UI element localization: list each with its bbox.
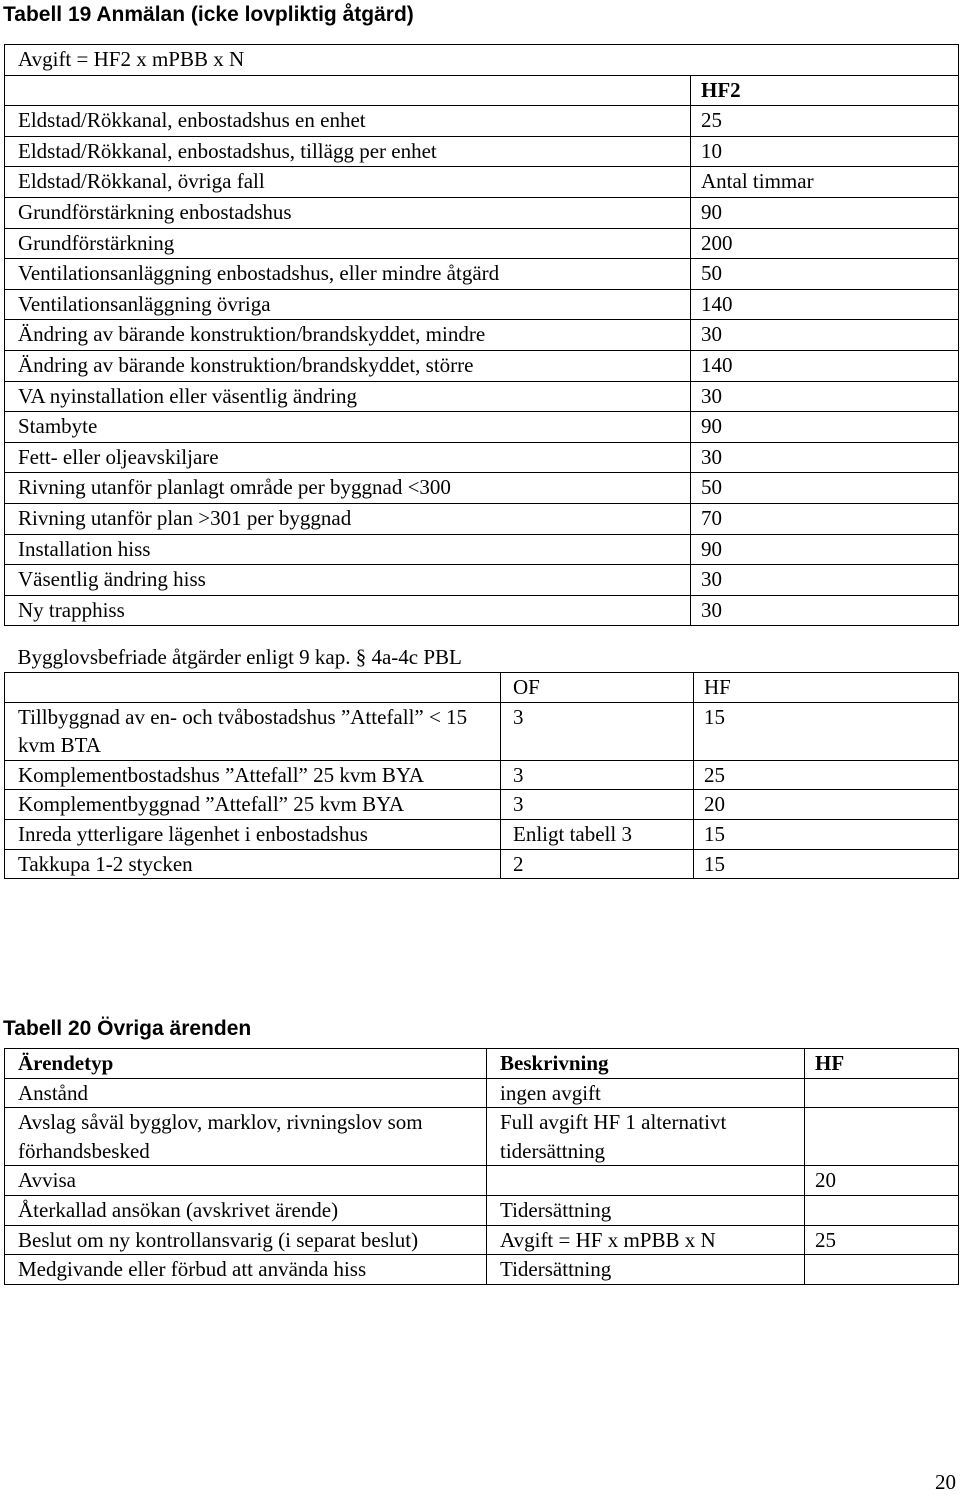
- row-value: 90: [691, 197, 959, 228]
- table-row: [5, 534, 959, 565]
- row-of: 3: [501, 790, 694, 820]
- table-cell: [5, 673, 501, 703]
- row-of: 2: [501, 849, 694, 879]
- table-row: [5, 1255, 959, 1285]
- row-of: 3: [501, 702, 694, 760]
- table20-header-hf: HF: [805, 1049, 959, 1079]
- row-label: VA nyinstallation eller väsentlig ändring: [5, 381, 691, 412]
- row-label: Grundförstärkning enbostadshus: [5, 197, 691, 228]
- row-value: 30: [691, 320, 959, 351]
- row-value: 200: [691, 228, 959, 259]
- row-value: 30: [691, 565, 959, 596]
- table-row: [5, 320, 959, 351]
- table20-header-desc: Beskrivning: [487, 1049, 805, 1079]
- table19-title: Tabell 19 Anmälan (icke lovpliktig åtgärd): [3, 3, 414, 26]
- table-row: [5, 565, 959, 596]
- table19b-header-of: OF: [501, 673, 694, 703]
- table19-header-row: [5, 75, 959, 106]
- row-type: Medgivande eller förbud att använda hiss: [5, 1255, 487, 1285]
- row-value: 30: [691, 381, 959, 412]
- table-row: [5, 259, 959, 290]
- row-label: Ventilationsanläggning enbostadshus, eller mindre åtgärd: [5, 259, 691, 290]
- row-of: 3: [501, 760, 694, 790]
- row-value: 140: [691, 289, 959, 320]
- table-row: [5, 702, 959, 760]
- table-row: [5, 228, 959, 259]
- table20: [4, 1048, 959, 1285]
- table-row: [5, 412, 959, 443]
- row-desc: Tidersättning: [487, 1195, 805, 1225]
- row-hf: [805, 1108, 959, 1166]
- table19b-header-hf: HF: [694, 673, 959, 703]
- row-of: Enligt tabell 3: [501, 819, 694, 849]
- row-desc: Full avgift HF 1 alternativt tidersättning: [487, 1108, 805, 1166]
- table-row: [5, 760, 959, 790]
- row-value: 50: [691, 259, 959, 290]
- row-label: Eldstad/Rökkanal, enbostadshus, tillägg per enhet: [5, 136, 691, 167]
- table-row: [5, 106, 959, 137]
- row-hf: 25: [694, 760, 959, 790]
- row-label: Ventilationsanläggning övriga: [5, 289, 691, 320]
- row-value: Antal timmar: [691, 167, 959, 198]
- row-type: Återkallad ansökan (avskrivet ärende): [5, 1195, 487, 1225]
- row-label: Stambyte: [5, 412, 691, 443]
- table-row: [5, 473, 959, 504]
- row-label: Komplementbyggnad ”Attefall” 25 kvm BYA: [5, 790, 501, 820]
- row-value: 70: [691, 503, 959, 534]
- table19b: [4, 642, 959, 879]
- row-type: Anstånd: [5, 1078, 487, 1108]
- row-type: Beslut om ny kontrollansvarig (i separat beslut): [5, 1225, 487, 1255]
- row-label: Fett- eller oljeavskiljare: [5, 442, 691, 473]
- table-row: [5, 1108, 959, 1166]
- row-label: Installation hiss: [5, 534, 691, 565]
- row-hf: 20: [805, 1166, 959, 1196]
- row-desc: [487, 1166, 805, 1196]
- table-row: [5, 819, 959, 849]
- table-row: [5, 503, 959, 534]
- table20-title: Tabell 20 Övriga ärenden: [3, 1017, 252, 1040]
- row-value: 90: [691, 412, 959, 443]
- table19b-header-row: [5, 673, 959, 703]
- table19: [4, 44, 959, 626]
- page-number: 20: [935, 1470, 956, 1494]
- row-value: 50: [691, 473, 959, 504]
- row-value: 25: [691, 106, 959, 137]
- row-value: 30: [691, 442, 959, 473]
- row-type: Avslag såväl bygglov, marklov, rivningslov som förhandsbesked: [5, 1108, 487, 1166]
- row-value: 90: [691, 534, 959, 565]
- row-label: Ändring av bärande konstruktion/brandskyddet, mindre: [5, 320, 691, 351]
- table-row: [5, 167, 959, 198]
- row-label: Inreda ytterligare lägenhet i enbostadshus: [5, 819, 501, 849]
- table19-formula: Avgift = HF2 x mPBB x N: [5, 45, 959, 76]
- table-row: [5, 1195, 959, 1225]
- table20-header-row: [5, 1049, 959, 1079]
- row-label: Ny trapphiss: [5, 595, 691, 626]
- table19-formula-row: [5, 45, 959, 76]
- table19b-title-row: [5, 642, 959, 673]
- row-label: Tillbyggnad av en- och tvåbostadshus ”Attefall” < 15 kvm BTA: [5, 702, 501, 760]
- row-label: Komplementbostadshus ”Attefall” 25 kvm BYA: [5, 760, 501, 790]
- table-row: [5, 442, 959, 473]
- table-row: [5, 849, 959, 879]
- table-row: [5, 595, 959, 626]
- row-label: Eldstad/Rökkanal, enbostadshus en enhet: [5, 106, 691, 137]
- row-value: 30: [691, 595, 959, 626]
- row-type: Avvisa: [5, 1166, 487, 1196]
- row-hf: 20: [694, 790, 959, 820]
- row-hf: [805, 1078, 959, 1108]
- row-label: Grundförstärkning: [5, 228, 691, 259]
- row-desc: Avgift = HF x mPBB x N: [487, 1225, 805, 1255]
- table-row: [5, 381, 959, 412]
- table-row: [5, 1225, 959, 1255]
- row-label: Rivning utanför plan >301 per byggnad: [5, 503, 691, 534]
- table-row: [5, 1166, 959, 1196]
- row-value: 140: [691, 350, 959, 381]
- table19b-title: Bygglovsbefriade åtgärder enligt 9 kap. § 4a-4c PBL: [17, 645, 462, 669]
- table19-header-hf2: HF2: [691, 75, 959, 106]
- table-row: [5, 350, 959, 381]
- row-hf: 15: [694, 819, 959, 849]
- table-row: [5, 289, 959, 320]
- table-cell: [5, 75, 691, 106]
- row-label: Eldstad/Rökkanal, övriga fall: [5, 167, 691, 198]
- row-label: Ändring av bärande konstruktion/brandskyddet, större: [5, 350, 691, 381]
- table-row: [5, 1078, 959, 1108]
- table-row: [5, 136, 959, 167]
- table-row: [5, 790, 959, 820]
- row-hf: 15: [694, 702, 959, 760]
- row-value: 10: [691, 136, 959, 167]
- table20-header-type: Ärendetyp: [5, 1049, 487, 1079]
- row-hf: [805, 1255, 959, 1285]
- row-label: Väsentlig ändring hiss: [5, 565, 691, 596]
- row-desc: Tidersättning: [487, 1255, 805, 1285]
- row-label: Rivning utanför planlagt område per byggnad <300: [5, 473, 691, 504]
- row-desc: ingen avgift: [487, 1078, 805, 1108]
- table-row: [5, 197, 959, 228]
- row-hf: [805, 1195, 959, 1225]
- row-hf: 15: [694, 849, 959, 879]
- row-label: Takkupa 1-2 stycken: [5, 849, 501, 879]
- row-hf: 25: [805, 1225, 959, 1255]
